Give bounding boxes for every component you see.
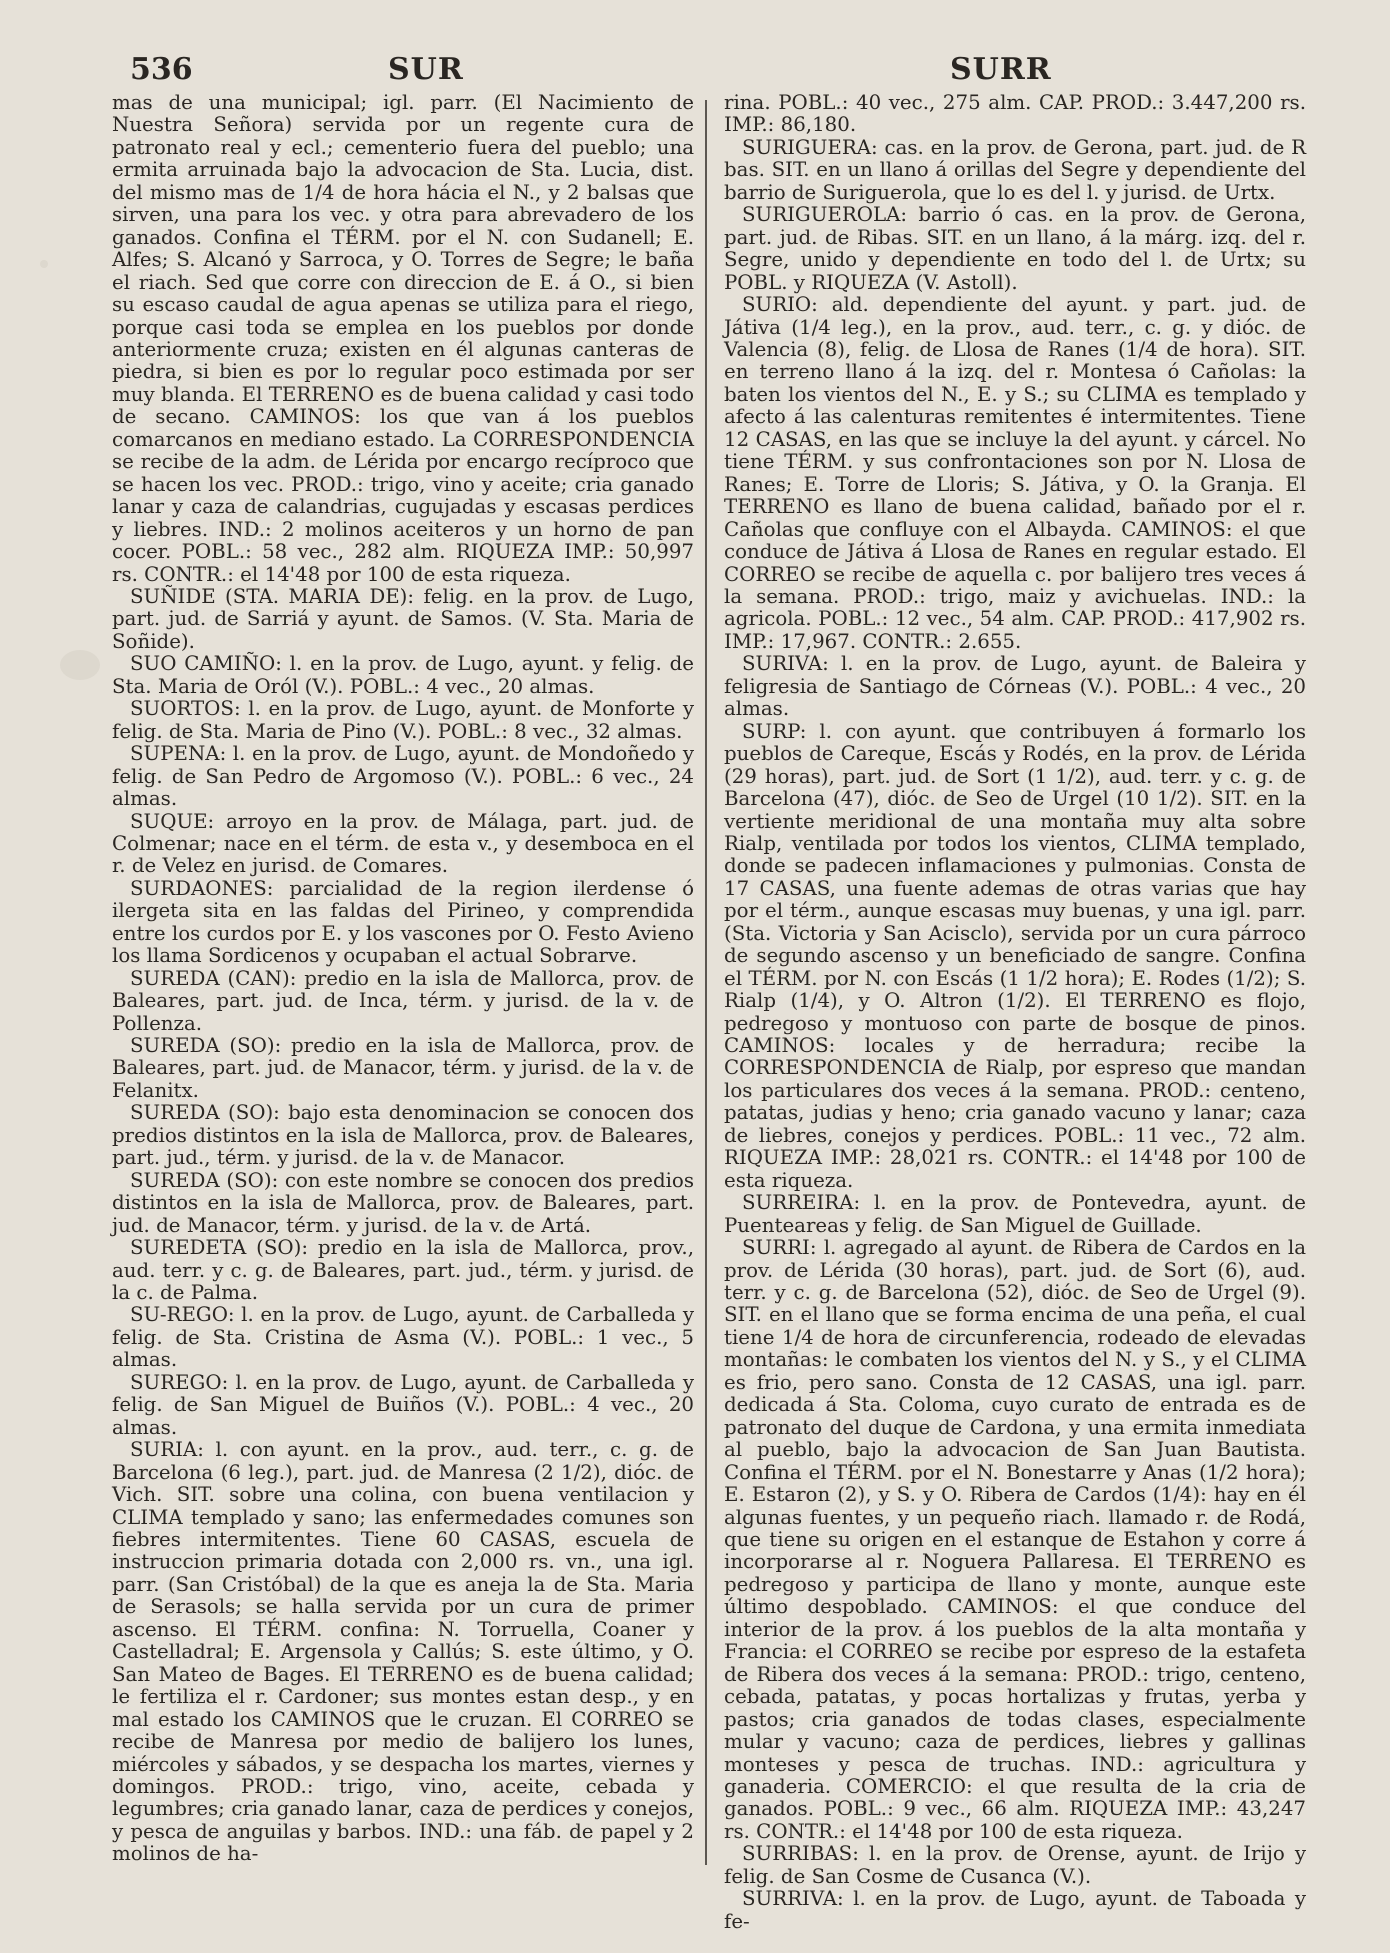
page-number: 536: [130, 52, 193, 87]
entry-surio: SURIO: ald. dependiente del ayunt. y part. jud. de Játiva (1/4 leg.), en la prov., aud. terr., c. g. y dióc. de Valencia (8), felig. de Llosa de Ranes (1/4 de hora). SIT. en terreno llano á la izq. del r. Montesa ó Cañolas: la baten los vientos del N., E. y S.; su CLIMA es templado y afecto á las calenturas remitentes é intermitentes. Tiene 12 CASAS, en las que se incluye la del ayunt. y cárcel. No tiene TÉRM. y sus confrontaciones son por N. Llosa de Ranes; E. Torre de Lloris; S. Játiva, y O. la Granja. El TERRENO es llano de buena calidad, bañado por el r. Cañolas que confluye con el Albayda. CAMINOS: el que conduce de Játiva á Llosa de Ranes en regular estado. El CORREO se recibe de aquella c. por balijero tres veces á la semana. PROD.: trigo, maiz y avichuelas. IND.: la agricola. POBL.: 12 vec., 54 alm. CAP. PROD.: 417,902 rs. IMP.: 17,967. CONTR.: 2.655.: [724, 293, 1306, 653]
entry-surp: SURP: l. con ayunt. que contribuyen á formarlo los pueblos de Careque, Escás y Rodés, en la prov. de Lérida (29 horas), part. jud. de Sort (1 1/2), aud. terr. y c. g. de Barcelona (47), dióc. de Seo de Urgel (10 1/2). SIT. en la vertiente meridional de una montaña muy alta sobre Rialp, ventilada por todos los vientos, CLIMA templado, donde se padecen inflamaciones y pulmonias. Consta de 17 CASAS, una fuente ademas de otras varias que hay por el térm., aunque escasas muy buenas, y una igl. parr. (Sta. Victoria y San Acisclo), servida por un cura párroco de segundo ascenso y un beneficiado de sangre. Confina el TÉRM. por N. con Escás (1 1/2 hora); E. Rodes (1/2); S. Rialp (1/4), y O. Altron (1/2). El TERRENO es flojo, pedregoso y montuoso con parte de bosque de pinos. CAMINOS: locales y de herradura; recibe la CORRESPONDENCIA de Rialp, por espreso que mandan los particulares dos veces á la semana. PROD.: centeno, patatas, judias y heno; cria ganado vacuno y lanar; caza de liebres, conejos y perdices. POBL.: 11 vec., 72 alm. RIQUEZA IMP.: 28,021 rs. CONTR.: el 14'48 por 100 de esta riqueza.: [724, 719, 1306, 1192]
entry-sureda-so-arta: SUREDA (SO): con este nombre se conocen dos predios distintos en la isla de Mallorca, prov. de Baleares, part. jud. de Manacor, térm. y jurisd. de la v. de Artá.: [112, 1168, 694, 1237]
entry-suria: SURIA: l. con ayunt. en la prov., aud. terr., c. g. de Barcelona (6 leg.), part. jud. de Manresa (2 1/2), dióc. de Vich. SIT. sobre una colina, con buena ventilacion y CLIMA templado y sano; las enfermedades comunes son fiebres intermitentes. Tiene 60 CASAS, escuela de instruccion primaria dotada con 2,000 rs. vn., una igl. parr. (San Cristóbal) de la que es aneja la de Sta. Maria de Serasols; se halla servida por un cura de primer ascenso. El TÉRM. confina: N. Torruella, Coaner y Castelladral; E. Argensola y Callús; S. este último, y O. San Mateo de Bages. El TERRENO es de buena calidad; le fertiliza el r. Cardoner; sus montes estan desp., y en mal estado los CAMINOS que le cruzan. El CORREO se recibe de Manresa por medio de balijero los lunes, miércoles y sábados, y se despacha los martes, viernes y domingos. PROD.: trigo, vino, aceite, cebada y legumbres; cria ganado lanar, caza de perdices y conejos, y pesca de anguilas y barbos. IND.: una fáb. de papel y 2 molinos de ha-: [112, 1438, 694, 1866]
entry-surribas: SURRIBAS: l. en la prov. de Orense, ayunt. de Irijo y felig. de San Cosme de Cusanca (V.).: [724, 1842, 1306, 1888]
column-divider: [705, 100, 707, 1865]
entry-supena: SUPENA: l. en la prov. de Lugo, ayunt. de Mondoñedo y felig. de San Pedro de Argomoso (V.). POBL.: 6 vec., 24 almas.: [112, 742, 694, 811]
entry-sunide: SUÑIDE (STA. MARIA DE): felig. en la prov. de Lugo, part. jud. de Sarriá y ayunt. de Samos. (V. Sta. Maria de Soñide).: [112, 584, 694, 653]
left-column: [112, 92, 694, 1866]
entry-surriva: SURRIVA: l. en la prov. de Lugo, ayunt. de Taboada y fe-: [724, 1887, 1306, 1933]
entry-sureda-so-manacor: SUREDA (SO): bajo esta denominacion se conocen dos predios distintos en la isla de Mallorca, prov. de Baleares, part. jud., térm. y jurisd. de la v. de Manacor.: [112, 1101, 694, 1170]
entry-suredeta: SUREDETA (SO): predio en la isla de Mallorca, prov., aud. terr. y c. g. de Baleares, part. jud., térm. y jurisd. de la c. de Palma.: [112, 1236, 694, 1305]
page-header: [130, 52, 1305, 92]
entry-continuation: mas de una municipal; igl. parr. (El Nacimiento de Nuestra Señora) servida por un regente cura de patronato real y ecl.; cementerio fuera del pueblo; una ermita arruinada bajo la advocacion de Sta. Lucia, dist. del mismo mas de 1/4 de hora hácia el N., y 2 balsas que sirven, una para los vec. y otra para abrevadero de los ganados. Confina el TÉRM. por el N. con Sudanell; E. Alfes; S. Alcanó y Sarroca, y O. Torres de Segre; le baña el riach. Sed que corre con direccion de E. á O., si bien su escaso caudal de agua apenas se utiliza para el riego, porque casi toda se emplea en los pueblos por donde anteriormente cruza; existen en él algunas canteras de piedra, si bien es por lo regular poco estimada por ser muy blanda. El TERRENO es de buena calidad y casi todo de secano. CAMINOS: los que van á los pueblos comarcanos en mediano estado. La CORRESPONDENCIA se recibe de la adm. de Lérida por encargo recíproco que se hacen los vec. PROD.: trigo, vino y aceite; cria ganado lanar y caza de calandrias, cugujadas y escasas perdices y liebres. IND.: 2 molinos aceiteros y un horno de pan cocer. POBL.: 58 vec., 282 alm. RIQUEZA IMP.: 50,997 rs. CONTR.: el 14'48 por 100 de esta riqueza.: [112, 91, 694, 586]
running-head-right: SURR: [950, 52, 1052, 87]
entry-suriguera: SURIGUERA: cas. en la prov. de Gerona, part. jud. de R bas. SIT. en un llano á orillas del Segre y dependiente del barrio de Suriguerola, que lo es del l. y jurisd. de Urtx.: [724, 135, 1306, 204]
entry-suque: SUQUE: arroyo en la prov. de Málaga, part. jud. de Colmenar; nace en el térm. de esta v., y desemboca en el r. de Velez en jurisd. de Comares.: [112, 809, 694, 878]
entry-surego: SUREGO: l. en la prov. de Lugo, ayunt. de Carballeda y felig. de San Miguel de Buiños (V.). POBL.: 4 vec., 20 almas.: [112, 1370, 694, 1439]
entry-continuation: rina. POBL.: 40 vec., 275 alm. CAP. PROD.: 3.447,200 rs. IMP.: 86,180.: [724, 91, 1306, 137]
running-head-left: SUR: [388, 52, 464, 87]
paper-stain: [60, 650, 100, 680]
entry-sureda-so-felanitx: SUREDA (SO): predio en la isla de Mallorca, prov. de Baleares, part. jud. de Manacor, térm. y jurisd. de la v. de Felanitx.: [112, 1034, 694, 1102]
entry-suriguerola: SURIGUEROLA: barrio ó cas. en la prov. de Gerona, part. jud. de Ribas. SIT. en un llano, á la márg. izq. del r. Segre, unido y dependiente en todo del l. de Urtx; su POBL. y RIQUEZA (V. Astoll).: [724, 203, 1306, 294]
entry-su-rego: SU-REGO: l. en la prov. de Lugo, ayunt. de Carballeda y felig. de Sta. Cristina de Asma (V.). POBL.: 1 vec., 5 almas.: [112, 1303, 694, 1372]
entry-suriva: SURIVA: l. en la prov. de Lugo, ayunt. de Baleira y feligresia de Santiago de Córneas (V.). POBL.: 4 vec., 20 almas.: [724, 652, 1306, 721]
right-column: [724, 92, 1306, 1933]
entry-sureda-can: SUREDA (CAN): predio en la isla de Mallorca, prov. de Baleares, part. jud. de Inca, térm. y jurisd. de la v. de Pollenza.: [112, 966, 694, 1035]
entry-suortos: SUORTOS: l. en la prov. de Lugo, ayunt. de Monforte y felig. de Sta. Maria de Pino (V.). POBL.: 8 vec., 32 almas.: [112, 697, 694, 743]
entry-surdaones: SURDAONES: parcialidad de la region ilerdense ó ilergeta sita en las faldas del Pirineo, y comprendida entre los curdos por E. y los vascones por O. Festo Avieno los llama Sordicenos y ocupaban el actual Sobrarve.: [112, 876, 694, 968]
entry-surreira: SURREIRA: l. en la prov. de Pontevedra, ayunt. de Puenteareas y felig. de San Miguel de Guillade.: [724, 1191, 1306, 1237]
entry-surri: SURRI: l. agregado al ayunt. de Ribera de Cardos en la prov. de Lérida (30 horas), part. jud. de Sort (6), aud. terr. y c. g. de Barcelona (52), dióc. de Seo de Urgel (9). SIT. en el llano que se forma encima de una peña, el cual tiene 1/4 de hora de circunferencia, rodeado de elevadas montañas: le combaten los vientos del N. y S., y el CLIMA es frio, pero sano. Consta de 12 CASAS, una igl. parr. dedicada á Sta. Coloma, cuyo curato de entrada es de patronato del duque de Cardona, y una ermita inmediata al pueblo, bajo la advocacion de San Juan Bautista. Confina el TÉRM. por el N. Bonestarre y Anas (1/2 hora); E. Estaron (2), y S. y O. Ribera de Cardos (1/4): hay en él algunas fuentes, y un pequeño riach. llamado r. de Rodá, que tiene su origen en el estanque de Estahon y corre á incorporarse al r. Noguera Pallaresa. El TERRENO es pedregoso y participa de llano y monte, aunque este último despoblado. CAMINOS: el que conduce del interior de la prov. á los pueblos de la alta montaña y Francia: el CORREO se recibe por espreso de la estafeta de Ribera dos veces á la semana: PROD.: trigo, centeno, cebada, patatas, y pocas hortalizas y frutas, yerba y pastos; cria ganados de todas clases, especialmente mular y vacuno; caza de perdices, liebres y gallinas monteses y pesca de truchas. IND.: agricultura y ganaderia. COMERCIO: el que resulta de la cria de ganados. POBL.: 9 vec., 66 alm. RIQUEZA IMP.: 43,247 rs. CONTR.: el 14'48 por 100 de esta riqueza.: [724, 1236, 1306, 1843]
paper-speck: [40, 260, 48, 268]
entry-suo-camino: SUO CAMIÑO: l. en la prov. de Lugo, ayunt. y felig. de Sta. Maria de Oról (V.). POBL.: 4 vec., 20 almas.: [112, 652, 694, 698]
